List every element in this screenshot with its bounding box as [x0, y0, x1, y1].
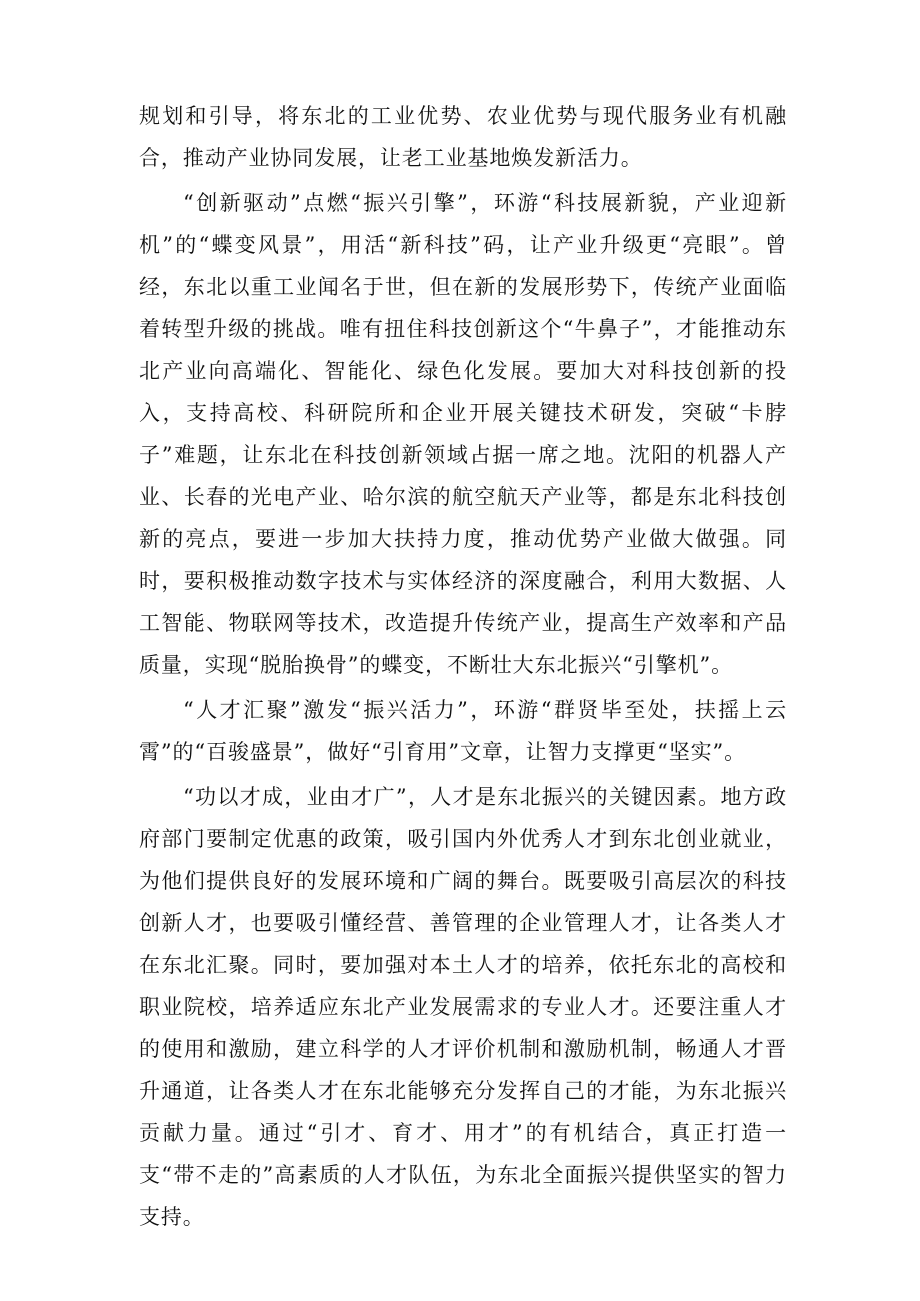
paragraph-talent-detail: “功以才成，业由才广”，人才是东北振兴的关键因素。地方政府部门要制定优惠的政策，吸引国内外优秀人才到东北创业就业，为他们提供良好的发展环境和广阔的舞台。既要吸引高层次的科技创新人才，也要吸引懂经营、善管理的企业管理人才，让各类人才在东北汇聚。同时，要加强对本土人才的培养，依托东北的高校和职业院校，培养适应东北产业发展需求的专业人才。还要注重人才的使用和激励，建立科学的人才评价机制和激励机制，畅通人才晋升通道，让各类人才在东北能够充分发挥自己的才能，为东北振兴贡献力量。通过“引才、育才、用才”的有机结合，真正打造一支“带不走的”高素质的人才队伍，为东北全面振兴提供坚实的智力支持。: [139, 785, 787, 1229]
paragraph-continuation: 规划和引导，将东北的工业优势、农业优势与现代服务业有机融合，推动产业协同发展，让老工业基地焕发新活力。: [139, 104, 787, 170]
paragraph-innovation: “创新驱动”点燃“振兴引擎”，环游“科技展新貌，产业迎新机”的“蝶变风景”，用活“新科技”码，让产业升级更“亮眼”。曾经，东北以重工业闻名于世，但在新的发展形势下，传统产业面临着转型升级的挑战。唯有扭住科技创新这个“牛鼻子”，才能推动东北产业向高端化、智能化、绿色化发展。要加大对科技创新的投入，支持高校、科研院所和企业开展关键技术研发，突破“卡脖子”难题，让东北在科技创新领域占据一席之地。沈阳的机器人产业、长春的光电产业、哈尔滨的航空航天产业等，都是东北科技创新的亮点，要进一步加大扶持力度，推动优势产业做大做强。同时，要积极推动数字技术与实体经济的深度融合，利用大数据、人工智能、物联网等技术，改造提升传统产业，提高生产效率和产品质量，实现“脱胎换骨”的蝶变，不断壮大东北振兴“引擎机”。: [139, 191, 787, 677]
paragraph-talent-heading: “人才汇聚”激发“振兴活力”，环游“群贤毕至处，扶摇上云霄”的“百骏盛景”，做好“引育用”文章，让智力支撑更“坚实”。: [139, 698, 787, 764]
document-body: [139, 95, 787, 1241]
